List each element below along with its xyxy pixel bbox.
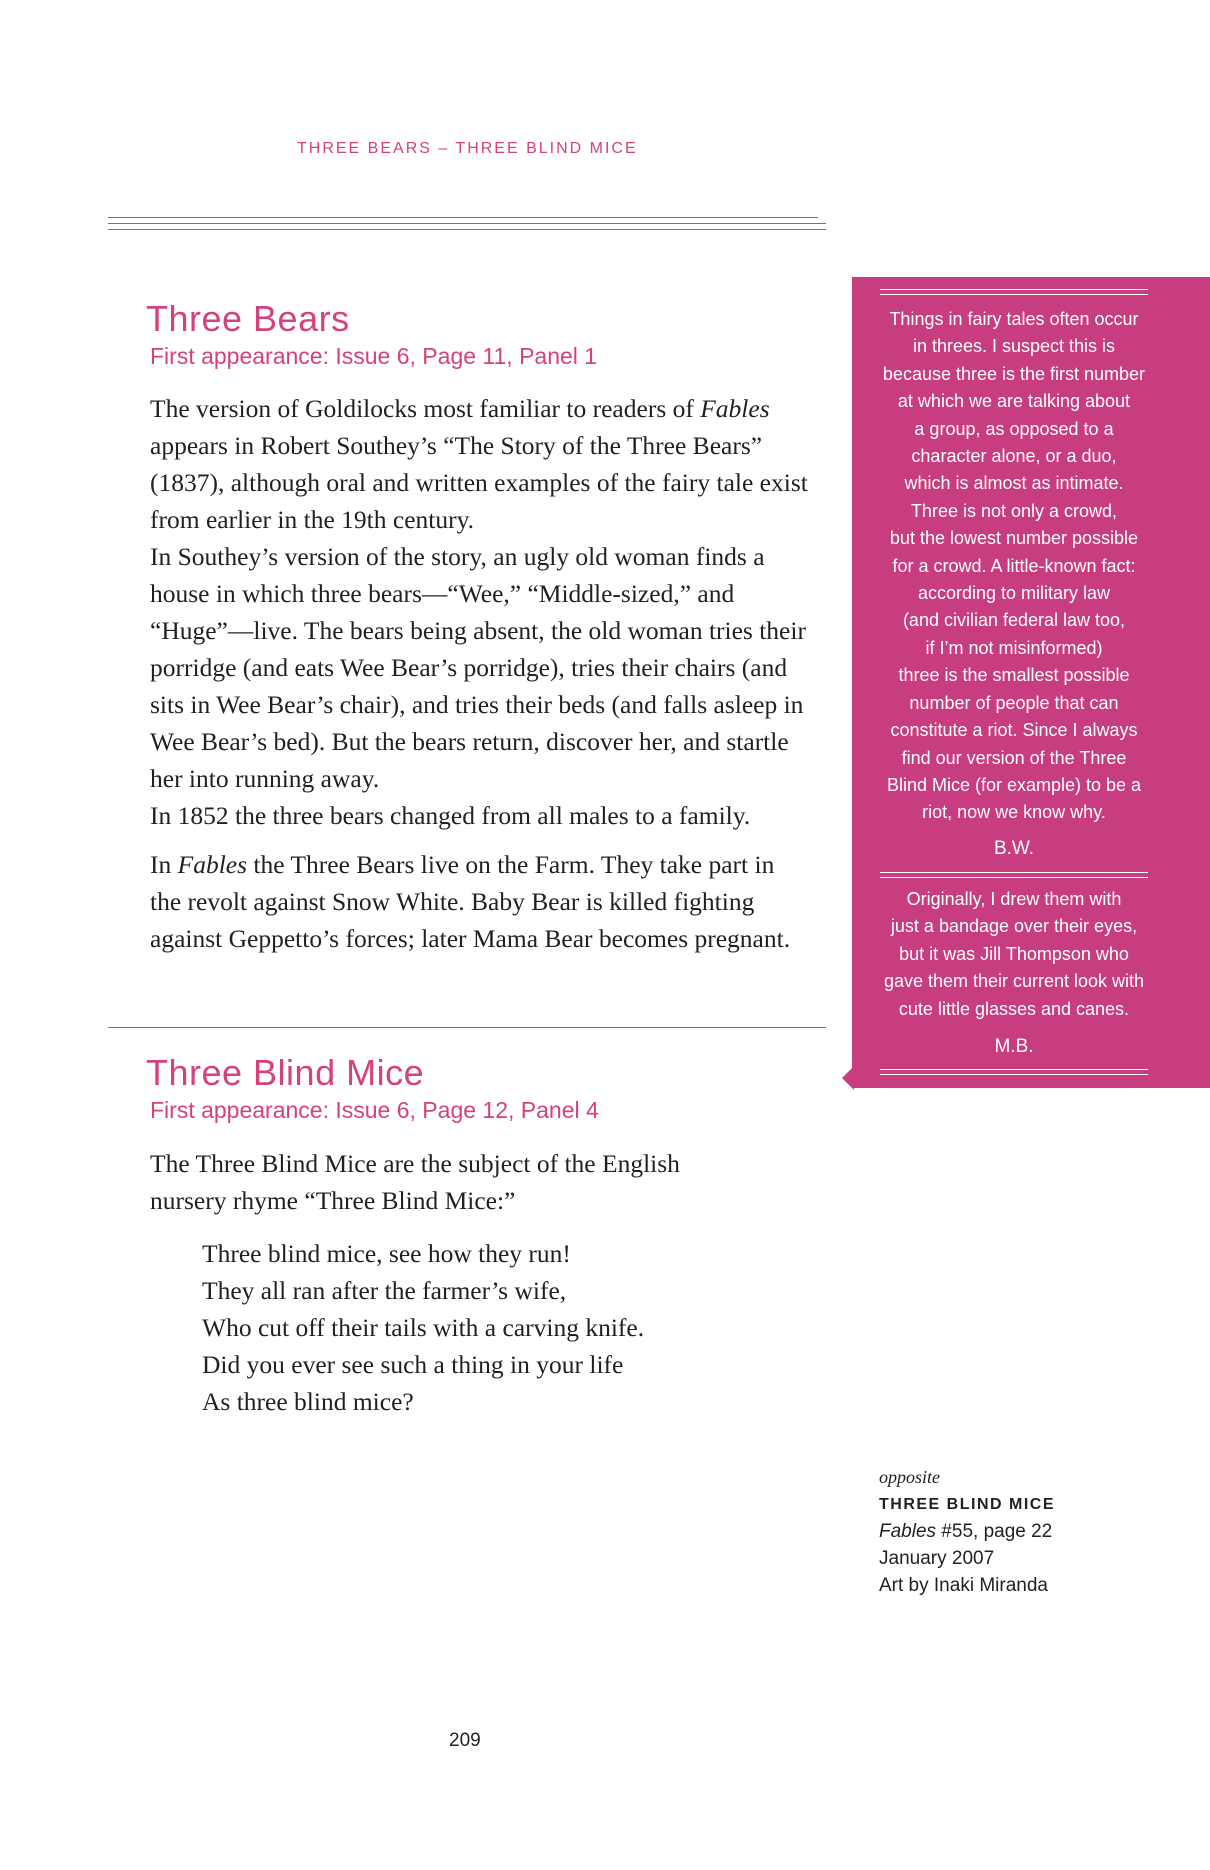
sidebar-rule bbox=[880, 877, 1148, 878]
sidebar-rule bbox=[880, 289, 1148, 290]
caption-issue: Fables #55, page 22 bbox=[879, 1521, 1053, 1542]
three-bears-title: Three Bears bbox=[146, 298, 350, 339]
art-caption bbox=[879, 1464, 1055, 1599]
three-bears-paragraph-2: In Southey’s version of the story, an ugly old woman finds a house in which three bears—“Wee,” “Middle-sized,” and “Huge”—live. The bears being absent, the old woman tries their porridge (and eats Wee Bear’s porridge), tries their chairs (and sits in Wee Bear’s chair), and tries their beds (and falls asleep in Wee Bear’s bed). But the bears return, discover her, and startle her into running away. bbox=[150, 542, 806, 793]
three-blind-mice-title: Three Blind Mice bbox=[146, 1052, 425, 1093]
caption-date: January 2007 bbox=[879, 1548, 995, 1569]
sidebar-pointer bbox=[842, 1066, 854, 1090]
caption-label: opposite bbox=[879, 1467, 940, 1487]
sidebar-rule bbox=[880, 1069, 1148, 1070]
header-rules bbox=[108, 217, 826, 235]
caption-art-credit: Art by Inaki Miranda bbox=[879, 1575, 1048, 1596]
three-bears-paragraph-4: In Fables the Three Bears live on the Farm. They take part in the revolt against Snow White. Baby Bear is killed fighting against Geppetto’s forces; later Mama Bear becomes pregnant. bbox=[150, 850, 791, 953]
verse-line: Did you ever see such a thing in your life bbox=[202, 1350, 624, 1379]
verse-line: Who cut off their tails with a carving knife. bbox=[202, 1313, 645, 1342]
three-blind-mice-first-appearance: First appearance: Issue 6, Page 12, Panel 4 bbox=[150, 1097, 599, 1123]
sidebar-note-mb: Originally, I drew them with just a bandage over their eyes, but it was Jill Thompson who gave them their current look with cute little glasses and canes. bbox=[883, 889, 1145, 1019]
three-bears-first-appearance: First appearance: Issue 6, Page 11, Panel 1 bbox=[150, 343, 598, 369]
verse-line: Three blind mice, see how they run! bbox=[202, 1239, 571, 1268]
sidebar-signature-bw: B.W. bbox=[993, 838, 1035, 859]
three-blind-mice-body bbox=[150, 1145, 750, 1219]
section-divider bbox=[108, 1027, 826, 1028]
caption-title: THREE BLIND MICE bbox=[879, 1496, 1055, 1513]
sidebar-signature-mb: M.B. bbox=[994, 1036, 1034, 1057]
three-bears-paragraph-1: The version of Goldilocks most familiar to readers of Fables appears in Robert Southey’s “The Story of the Three Bears” (1837), although oral and written examples of the fairy tale exist from earlier in the 19th century. bbox=[150, 394, 808, 534]
running-head: THREE BEARS – THREE BLIND MICE bbox=[297, 140, 638, 157]
sidebar-rule bbox=[880, 294, 1148, 295]
three-bears-body bbox=[150, 390, 810, 957]
three-blind-mice-intro: The Three Blind Mice are the subject of the English nursery rhyme “Three Blind Mice:” bbox=[150, 1149, 680, 1215]
sidebar-note-bw: Things in fairy tales often occur in threes. I suspect this is because three is the first number at which we are talking about a group, as opposed to a character alone, or a duo, which is almost as intimate. Three is not only a crowd, but the lowest number possible for a crowd. A little-known fact: according to military law (and civilian federal law too, if I’m not misinformed) three is the smallest possible number of people that can constitute a riot. Since I always find our version of the Three Blind Mice (for example) to be a riot, now we know why. bbox=[882, 309, 1146, 823]
nursery-rhyme-verse bbox=[202, 1235, 644, 1420]
page-number: 209 bbox=[449, 1730, 481, 1751]
sidebar-rule bbox=[880, 1074, 1148, 1075]
verse-line: They all ran after the farmer’s wife, bbox=[202, 1276, 567, 1305]
verse-line: As three blind mice? bbox=[202, 1387, 414, 1416]
three-bears-paragraph-3: In 1852 the three bears changed from all males to a family. bbox=[150, 801, 751, 830]
sidebar-rule bbox=[880, 872, 1148, 873]
